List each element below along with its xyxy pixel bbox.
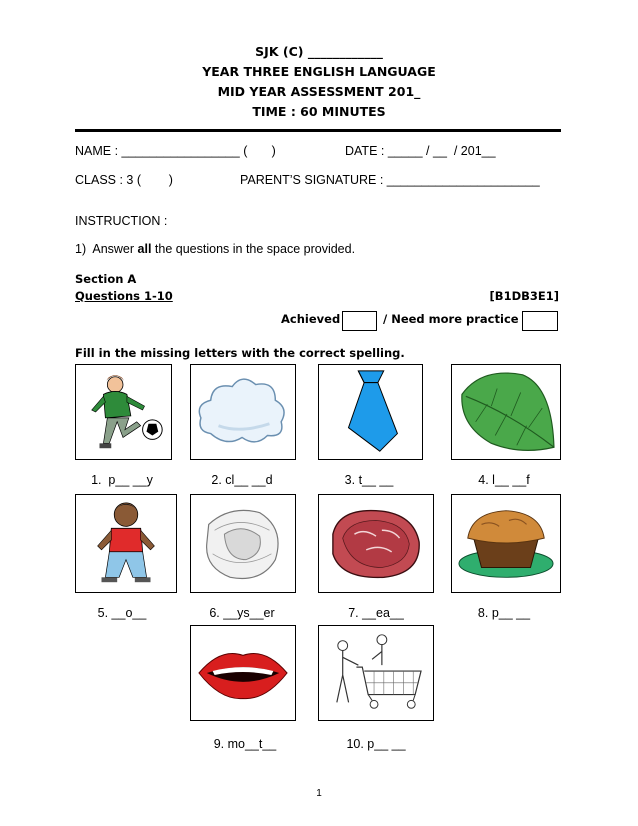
school-name: SJK (C) ____________ bbox=[255, 44, 383, 59]
question-9-caption[interactable]: 9. mo__t__ bbox=[213, 737, 277, 751]
boy-football-icon bbox=[75, 364, 172, 460]
question-5-caption[interactable]: 5. __o__ bbox=[97, 606, 147, 620]
question-10-caption[interactable]: 10. p__ __ bbox=[346, 737, 406, 751]
question-2-caption[interactable]: 2. cl__ __d bbox=[211, 473, 273, 487]
question-7-caption[interactable]: 7. __ea__ bbox=[348, 606, 404, 620]
signature-field[interactable]: PARENT’S SIGNATURE : ______________________ bbox=[240, 173, 540, 187]
cloud-icon bbox=[190, 364, 296, 460]
instruction-heading: INSTRUCTION : bbox=[75, 214, 168, 228]
task-instruction: Fill in the missing letters with the correct spelling. bbox=[75, 346, 405, 360]
question-4-caption[interactable]: 4. l__ __f bbox=[478, 473, 530, 487]
question-6-caption[interactable]: 6. __ys__er bbox=[209, 606, 275, 620]
meat-icon bbox=[318, 494, 434, 593]
push-trolley-icon bbox=[318, 625, 434, 721]
class-field[interactable]: CLASS : 3 ( ) bbox=[75, 173, 173, 187]
mouth-icon bbox=[190, 625, 296, 721]
need-practice-label: / Need more practice bbox=[383, 312, 519, 326]
need-practice-checkbox[interactable] bbox=[522, 311, 558, 331]
assessment-title: MID YEAR ASSESSMENT 201_ bbox=[217, 84, 421, 99]
tie-icon bbox=[318, 364, 423, 460]
time-limit: TIME : 60 MINUTES bbox=[252, 104, 386, 119]
achieved-checkbox[interactable] bbox=[342, 311, 377, 331]
name-field[interactable]: NAME : _________________ ( ) bbox=[75, 144, 276, 158]
instruction-item: 1) Answer all the questions in the space provided. bbox=[75, 242, 356, 256]
skill-code: [B1DB3E1] bbox=[489, 289, 559, 303]
oyster-icon bbox=[190, 494, 296, 593]
date-field[interactable]: DATE : _____ / __ / 201__ bbox=[345, 144, 496, 158]
pie-icon bbox=[451, 494, 561, 593]
boy-icon bbox=[75, 494, 177, 593]
subject-title: YEAR THREE ENGLISH LANGUAGE bbox=[202, 64, 436, 79]
page-number: 1 bbox=[316, 788, 322, 799]
question-3-caption[interactable]: 3. t__ __ bbox=[344, 473, 394, 487]
achieved-label: Achieved bbox=[281, 312, 341, 326]
question-8-caption[interactable]: 8. p__ __ bbox=[477, 606, 531, 620]
header-divider bbox=[75, 129, 561, 132]
questions-range: Questions 1-10 bbox=[75, 289, 173, 303]
leaf-icon bbox=[451, 364, 561, 460]
section-title: Section A bbox=[75, 272, 137, 286]
question-1-caption[interactable]: 1. p__ __y bbox=[91, 473, 153, 487]
